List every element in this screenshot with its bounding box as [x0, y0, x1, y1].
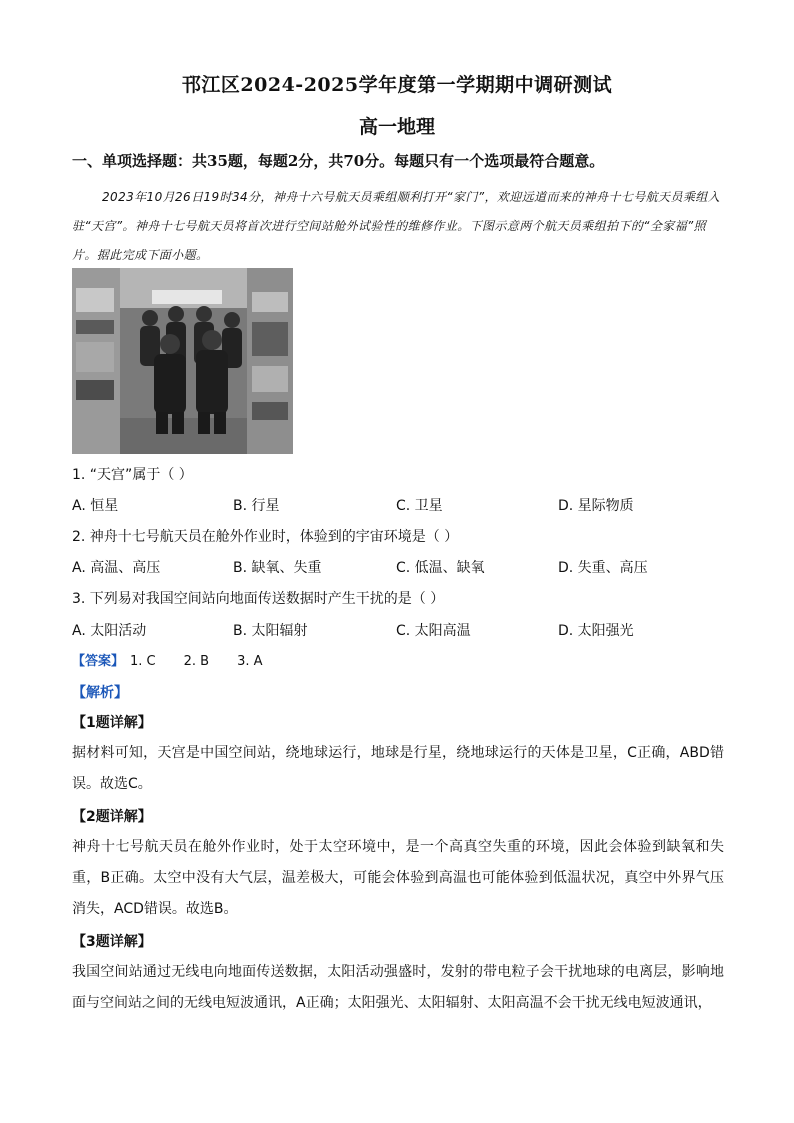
detail-3-text: 我国空间站通过无线电向地面传送数据，太阳活动强盛时，发射的带电粒子会干扰地球的电离层，影响地面与空间站之间的无线电短波通讯，A正确；太阳强光、太阳辐射、太阳高温不会干扰无线电短波通讯，	[72, 964, 724, 1011]
question-2-option-a: A. 高温、高压	[72, 560, 161, 576]
exam-title: 邗江区2024-2025学年度第一学期期中调研测试	[181, 74, 613, 96]
answer-item: 3. A	[237, 654, 263, 669]
analysis-label: 【解析】	[72, 685, 128, 701]
answer-item: 2. B	[183, 654, 210, 669]
astronaut-group-photo	[72, 268, 293, 454]
exam-subject: 高一地理	[358, 116, 435, 138]
detail-1-label: 【1题详解】	[72, 715, 152, 731]
question-3-option-b: B. 太阳辐射	[233, 623, 308, 639]
answer-item: 1. C	[130, 654, 156, 669]
section-heading: 一、单项选择题：共35题，每题2分，共70分。每题只有一个选项最符合题意。	[72, 152, 605, 170]
answer-label: 【答案】	[72, 654, 125, 669]
question-2-option-d: D. 失重、高压	[558, 560, 648, 576]
question-3-stem: 3. 下列易对我国空间站向地面传送数据时产生干扰的是（ ）	[72, 591, 445, 607]
question-3-option-a: A. 太阳活动	[72, 623, 147, 639]
question-2-option-c: C. 低温、缺氧	[396, 560, 485, 576]
question-1-option-a: A. 恒星	[72, 498, 119, 514]
detail-2-label: 【2题详解】	[72, 809, 152, 825]
question-3-option-d: D. 太阳强光	[558, 623, 634, 639]
question-1-option-b: B. 行星	[233, 498, 280, 514]
question-2-option-b: B. 缺氧、失重	[233, 560, 322, 576]
question-1-option-c: C. 卫星	[396, 498, 443, 514]
detail-2-text: 神舟十七号航天员在舱外作业时，处于太空环境中，是一个高真空失重的环境，因此会体验到缺氧和失重，B正确。太空中没有大气层，温差极大，可能会体验到高温也可能体验到低温状况，真空中外界气压消失，ACD错误。故选B。	[72, 839, 724, 917]
question-2-stem: 2. 神舟十七号航天员在舱外作业时，体验到的宇宙环境是（ ）	[72, 529, 459, 545]
reading-passage: 2023年10月26日19时34分，神舟十六号航天员乘组顺利打开“家门”，欢迎远道而来的神舟十七号航天员乘组入驻“天宫”。神舟十七号航天员将首次进行空间站舱外试验性的维修作业。下图示意两个航天员乘组拍下的“全家福”照片。据此完成下面小题。	[72, 190, 721, 262]
question-3-option-c: C. 太阳高温	[396, 623, 471, 639]
question-1-option-d: D. 星际物质	[558, 498, 634, 514]
question-1-stem: 1. “天宫”属于（ ）	[72, 467, 193, 483]
detail-1-text: 据材料可知，天宫是中国空间站，绕地球运行，地球是行星，绕地球运行的天体是卫星，C正确，ABD错误。故选C。	[72, 745, 724, 792]
answer-key	[72, 650, 285, 669]
detail-3-label: 【3题详解】	[72, 934, 152, 950]
